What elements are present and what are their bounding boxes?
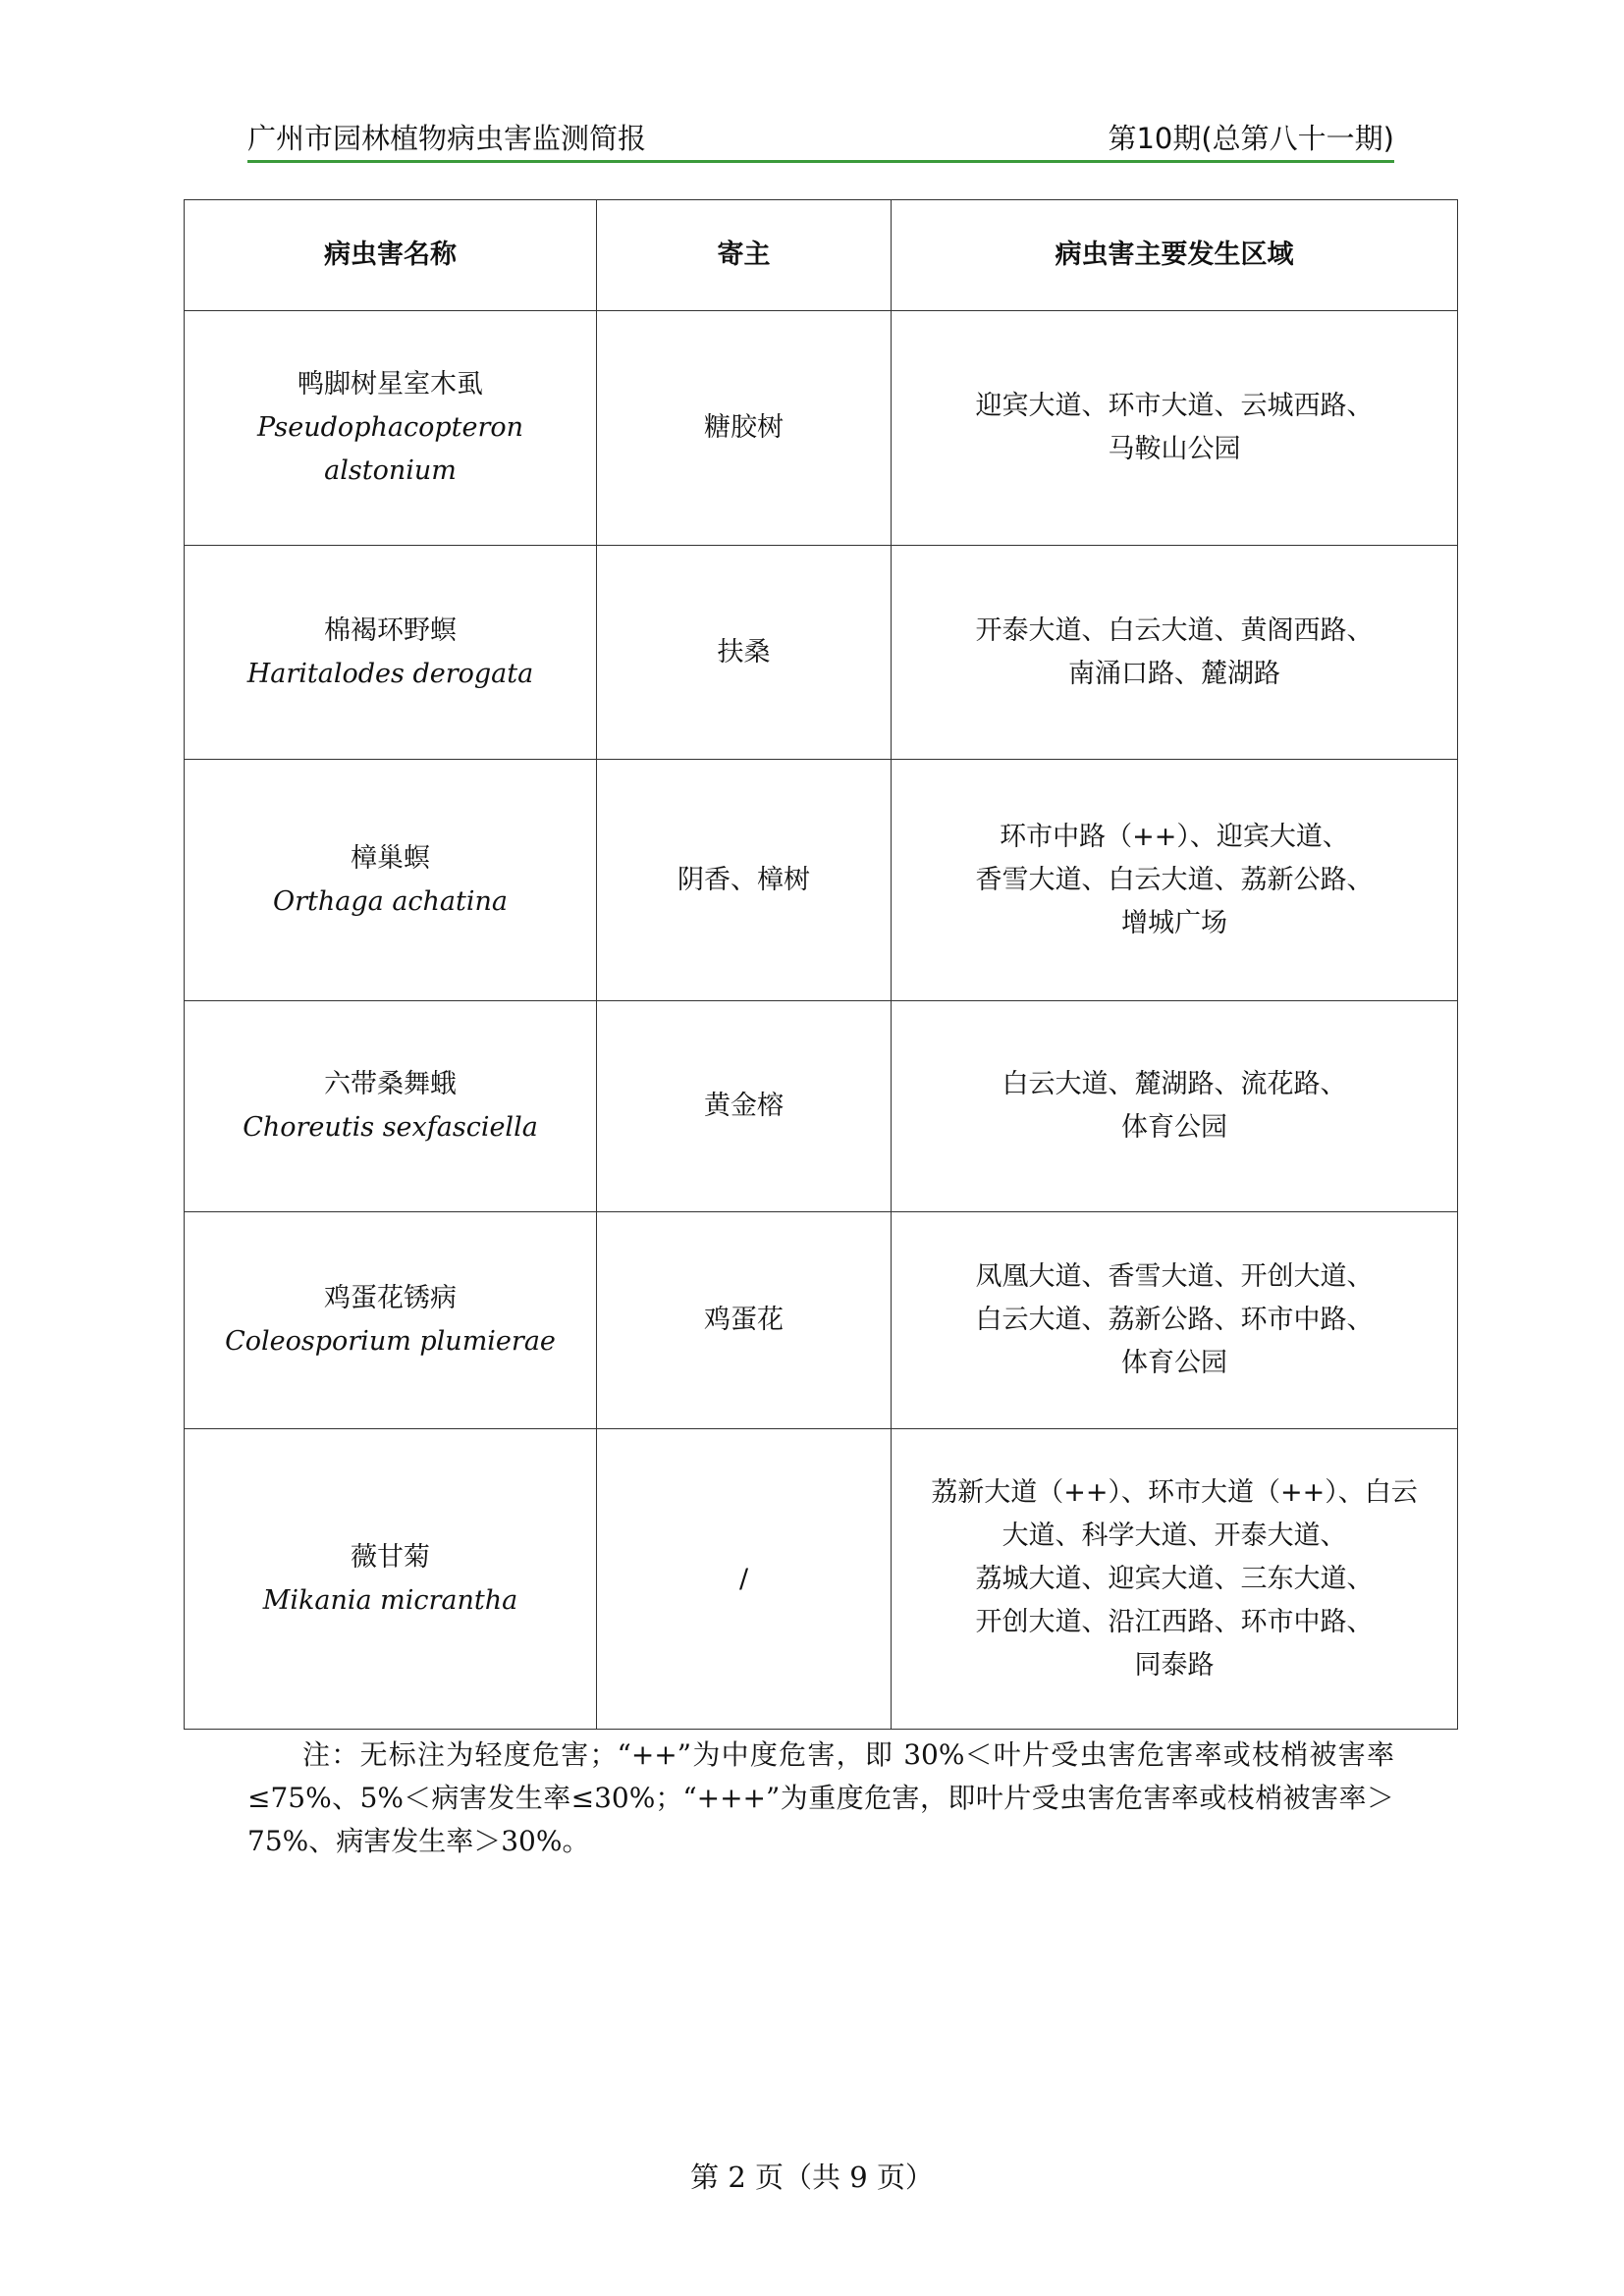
pest-name-cell (185, 1429, 597, 1730)
bulletin-title: 广州市园林植物病虫害监测简报 (247, 122, 647, 155)
page-header (247, 116, 1394, 159)
host-cell: 阴香、樟树 (597, 760, 892, 1001)
pest-name: 六带桑舞蛾 (324, 1069, 457, 1099)
table-row (185, 1212, 1458, 1429)
host-cell: 扶桑 (597, 546, 892, 760)
region-line: 体育公园 (1121, 1348, 1227, 1378)
table-header-row (185, 200, 1458, 311)
region-line: 大道、科学大道、开泰大道、 (1001, 1520, 1347, 1551)
pest-name-cell (185, 546, 597, 760)
pest-name: 鸡蛋花锈病 (324, 1283, 457, 1313)
pest-table (184, 199, 1458, 1730)
region-cell (892, 1001, 1458, 1212)
pest-latin-name: Mikania micrantha (262, 1584, 518, 1616)
table-row (185, 546, 1458, 760)
region-line: 开创大道、沿江西路、环市中路、 (975, 1606, 1374, 1637)
pest-latin-name: Choreutis sexfasciella (243, 1112, 538, 1143)
pest-name-cell (185, 1001, 597, 1212)
pest-latin-name: Coleosporium plumierae (225, 1326, 556, 1357)
region-cell (892, 1212, 1458, 1429)
pest-name-cell (185, 760, 597, 1001)
region-cell (892, 760, 1458, 1001)
pest-name: 樟巢螟 (351, 842, 430, 874)
region-cell (892, 1429, 1458, 1730)
region-line: 马鞍山公园 (1108, 434, 1241, 464)
column-header-region: 病虫害主要发生区域 (892, 200, 1458, 311)
column-header-name: 病虫害名称 (185, 200, 597, 311)
region-line: 迎宾大道、环市大道、云城西路、 (975, 391, 1374, 421)
region-line: 环市中路（++）、迎宾大道、 (1000, 821, 1349, 852)
pest-latin-name: Haritalodes derogata (246, 658, 534, 689)
region-line: 同泰路 (1134, 1649, 1215, 1681)
host-cell: 糖胶树 (597, 311, 892, 546)
pest-latin-name: Orthaga achatina (272, 885, 509, 917)
region-cell (892, 546, 1458, 760)
page-number: 第 2 页（共 9 页） (690, 2161, 934, 2194)
pest-name: 鸭脚树星室木虱 (298, 369, 483, 400)
host-cell: 鸡蛋花 (597, 1212, 892, 1429)
host-cell: / (597, 1429, 892, 1730)
pest-latin-name: Pseudophacopteron alstonium (256, 412, 523, 486)
table-note: 注：无标注为轻度危害；“++”为中度危害，即 30%＜叶片受虫害危害率或枝梢被害率≤75%、5%＜病害发生率≤30%；“+++”为重度危害，即叶片受虫害危害率或枝梢被害率＞75%、病害发生率＞30%。 (247, 1738, 1394, 1857)
pest-name-cell (185, 311, 597, 546)
pest-name-cell (185, 1212, 597, 1429)
region-line: 南涌口路、麓湖路 (1068, 658, 1280, 689)
region-line: 荔新大道（++）、环市大道（++）、白云 (931, 1476, 1418, 1508)
table-row (185, 1001, 1458, 1212)
table-row (185, 760, 1458, 1001)
header-divider (247, 160, 1394, 163)
table-row (185, 311, 1458, 546)
region-line: 凤凰大道、香雪大道、开创大道、 (975, 1261, 1374, 1292)
region-line: 体育公园 (1121, 1112, 1227, 1143)
issue-number: 第10期(总第八十一期) (1108, 122, 1394, 155)
table-row (185, 1429, 1458, 1730)
region-line: 香雪大道、白云大道、荔新公路、 (975, 864, 1374, 895)
region-line: 白云大道、荔新公路、环市中路、 (975, 1305, 1374, 1335)
host-cell: 黄金榕 (597, 1001, 892, 1212)
column-header-host: 寄主 (597, 200, 892, 311)
region-line: 增城广场 (1121, 907, 1227, 938)
pest-name: 薇甘菊 (351, 1541, 430, 1573)
pest-name: 棉褐环野螟 (324, 614, 457, 646)
region-line: 开泰大道、白云大道、黄阁西路、 (975, 614, 1374, 646)
region-line: 荔城大道、迎宾大道、三东大道、 (975, 1563, 1374, 1594)
region-cell (892, 311, 1458, 546)
region-line: 白云大道、麓湖路、流花路、 (1001, 1069, 1347, 1099)
